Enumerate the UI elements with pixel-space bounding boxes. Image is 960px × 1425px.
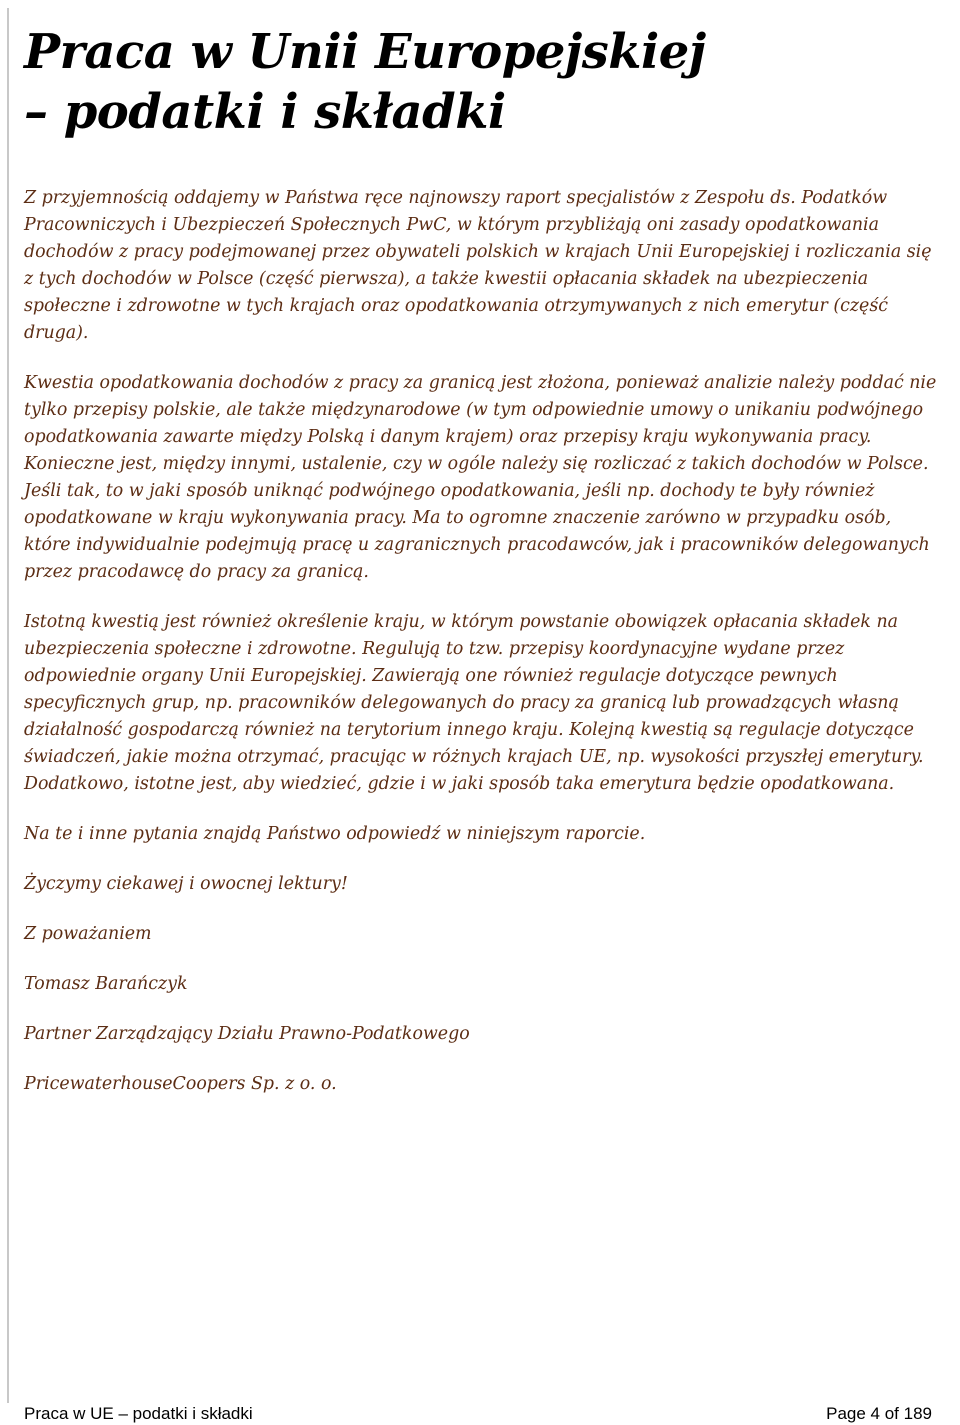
left-margin-rule	[7, 8, 9, 1403]
document-body	[24, 185, 939, 1098]
report-answers-line: Na te i inne pytania znajdą Państwo odpowiedź w niniejszym raporcie.	[24, 824, 646, 844]
company-name: PricewaterhouseCoopers Sp. z o. o.	[24, 1074, 337, 1094]
footer-page-number: Page 4 of 189	[826, 1404, 932, 1423]
wishes-line: Życzymy ciekawej i owocnej lektury!	[24, 874, 348, 894]
intro-paragraph: Z przyjemnością oddajemy w Państwa ręce najnowszy raport specjalistów z Zespołu ds. Podatków Pracowniczych i Ubezpieczeń Społecznych PwC, w którym przybliżają oni zasady opodatkowania dochodów z pracy podejmowanej przez obywateli polskich w krajach Unii Europejskiej i rozliczania się z tych dochodów w Polsce (część pierwsza), a także kwestii opłacania składek na ubezpieczenia społeczne i zdrowotne w tych krajach oraz opodatkowania otrzymywanych z nich emerytur (część druga).	[24, 188, 932, 343]
page-footer	[24, 1404, 932, 1424]
signatory-name: Tomasz Barańczyk	[24, 974, 188, 994]
footer-document-title: Praca w UE – podatki i składki	[24, 1404, 253, 1423]
title-line-1: Praca w Unii Europejskiej	[24, 24, 706, 80]
social-security-paragraph: Istotną kwestią jest również określenie kraju, w którym powstanie obowiązek opłacania składek na ubezpieczenia społeczne i zdrowotne. Regulują to tzw. przepisy koordynacyjne wydane przez odpowiednie organy Unii Europejskiej. Zawierają one również regulacje dotyczące pewnych specyficznych grup, np. pracowników delegowanych do pracy za granicą lub prowadzących własną działalność gospodarczą również na terytorium innego kraju. Kolejną kwestią są regulacje dotyczące świadczeń, jakie można otrzymać, pracując w różnych krajach UE, np. wysokości przyszłej emerytury. Dodatkowo, istotne jest, aby wiedzieć, gdzie i w jaki sposób taka emerytura będzie opodatkowana.	[24, 612, 924, 794]
closing-line: Z poważaniem	[24, 924, 152, 944]
page-title	[24, 22, 706, 142]
signatory-role: Partner Zarządzający Działu Prawno-Podatkowego	[24, 1024, 470, 1044]
tax-paragraph: Kwestia opodatkowania dochodów z pracy za granicą jest złożona, ponieważ analizie należy poddać nie tylko przepisy polskie, ale także międzynarodowe (w tym odpowiednie umowy o unikaniu podwójnego opodatkowania zawarte między Polską i danym krajem) oraz przepisy kraju wykonywania pracy. Konieczne jest, między innymi, ustalenie, czy w ogóle należy się rozliczać z takich dochodów w Polsce. Jeśli tak, to w jaki sposób uniknąć podwójnego opodatkowania, jeśli np. dochody te były również opodatkowane w kraju wykonywania pracy. Ma to ogromne znaczenie zarówno w przypadku osób, które indywidualnie podejmują pracę u zagranicznych pracodawców, jak i pracowników delegowanych przez pracodawcę do pracy za granicą.	[24, 373, 937, 582]
title-line-2: – podatki i składki	[24, 84, 506, 140]
